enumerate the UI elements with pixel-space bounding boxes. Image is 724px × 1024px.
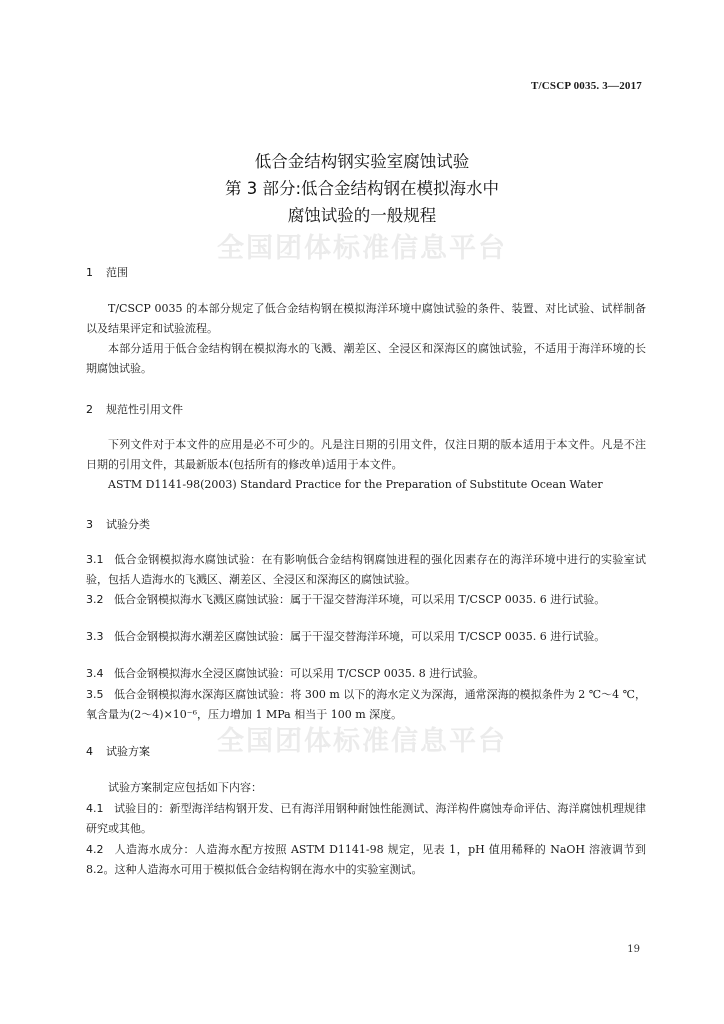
watermark: 全国团体标准信息平台 — [217, 233, 507, 264]
clause-number: 3.3 — [86, 630, 104, 643]
clause-number: 4.2 — [86, 843, 104, 856]
clause-item — [86, 685, 646, 725]
clause-text: 低合金钢模拟海水腐蚀试验：在有影响低合金结构钢腐蚀进程的强化因素存在的海洋环境中进行的实验室试验，包括人造海水的飞溅区、潮差区、全浸区和深海区的腐蚀试验。 — [86, 553, 646, 586]
section-title: 试验方案 — [106, 745, 150, 758]
section-number: 3 — [86, 518, 93, 531]
section-number: 2 — [86, 403, 93, 416]
clause-text: 低合金钢模拟海水全浸区腐蚀试验：可以采用 T/CSCP 0035. 8 进行试验。 — [114, 667, 485, 680]
clause-item — [86, 627, 646, 647]
clause-number: 3.4 — [86, 667, 104, 680]
clause-item — [86, 550, 646, 590]
section-heading-scope — [86, 264, 128, 280]
section-number: 4 — [86, 745, 93, 758]
clause-number: 3.5 — [86, 688, 104, 701]
clause-text: 试验目的：新型海洋结构钢开发、已有海洋用钢种耐蚀性能测试、海洋构件腐蚀寿命评估、海洋腐蚀机理规律研究或其他。 — [86, 802, 646, 835]
watermark: 全国团体标准信息平台 — [217, 726, 507, 757]
title-line-2: 第 3 部分:低合金结构钢在模拟海水中 — [224, 179, 500, 198]
document-code: T/CSCP 0035. 3—2017 — [530, 80, 642, 92]
section-heading-test-plan — [86, 743, 150, 759]
section-title: 试验分类 — [106, 518, 150, 531]
clause-item — [86, 799, 646, 839]
clause-item — [86, 664, 646, 684]
section-title: 范围 — [106, 266, 128, 279]
paragraph: 本部分适用于低合金结构钢在模拟海水的飞溅、潮差区、全浸区和深海区的腐蚀试验，不适用于海洋环境的长期腐蚀试验。 — [86, 342, 646, 375]
clause-text: 低合金钢模拟海水飞溅区腐蚀试验：属于干湿交替海洋环境，可以采用 T/CSCP 0035. 6 进行试验。 — [114, 593, 606, 606]
clause-number: 3.2 — [86, 593, 104, 606]
clause-number: 3.1 — [86, 553, 104, 566]
clause-text: 人造海水成分：人造海水配方按照 ASTM D1141-98 规定，见表 1，pH 值用稀释的 NaOH 溶液调节到 8.2。这种人造海水可用于模拟低合金结构钢在海水中的实验室测试。 — [86, 843, 646, 876]
clause-item — [86, 590, 646, 610]
document-title — [0, 148, 724, 229]
section-heading-normative-references — [86, 401, 183, 417]
section-title: 规范性引用文件 — [106, 403, 183, 416]
clause-text: 低合金钢模拟海水潮差区腐蚀试验：属于干湿交替海洋环境，可以采用 T/CSCP 0035. 6 进行试验。 — [114, 630, 606, 643]
paragraph: 下列文件对于本文件的应用是必不可少的。凡是注日期的引用文件，仅注日期的版本适用于本文件。凡是不注日期的引用文件，其最新版本(包括所有的修改单)适用于本文件。 — [86, 438, 646, 471]
paragraph: T/CSCP 0035 的本部分规定了低合金结构钢在模拟海洋环境中腐蚀试验的条件、装置、对比试验、试样制备以及结果评定和试验流程。 — [86, 302, 646, 335]
section-number: 1 — [86, 266, 93, 279]
paragraph: 试验方案制定应包括如下内容： — [108, 781, 262, 794]
clause-number: 4.1 — [86, 802, 104, 815]
clause-item — [86, 840, 646, 880]
reference-item: ASTM D1141-98(2003) Standard Practice for the Preparation of Substitute Ocean Water — [108, 478, 603, 491]
page-number: 19 — [627, 944, 640, 955]
clause-text: 低合金钢模拟海水深海区腐蚀试验：将 300 m 以下的海水定义为深海，通常深海的模拟条件为 2 ℃～4 ℃，氧含量为(2～4)×10⁻⁶，压力增加 1 MPa 相当于 100 m 深度。 — [86, 688, 646, 721]
title-line-3: 腐蚀试验的一般规程 — [287, 206, 437, 225]
section-heading-test-classification — [86, 516, 150, 532]
title-line-1: 低合金结构钢实验室腐蚀试验 — [254, 152, 470, 171]
